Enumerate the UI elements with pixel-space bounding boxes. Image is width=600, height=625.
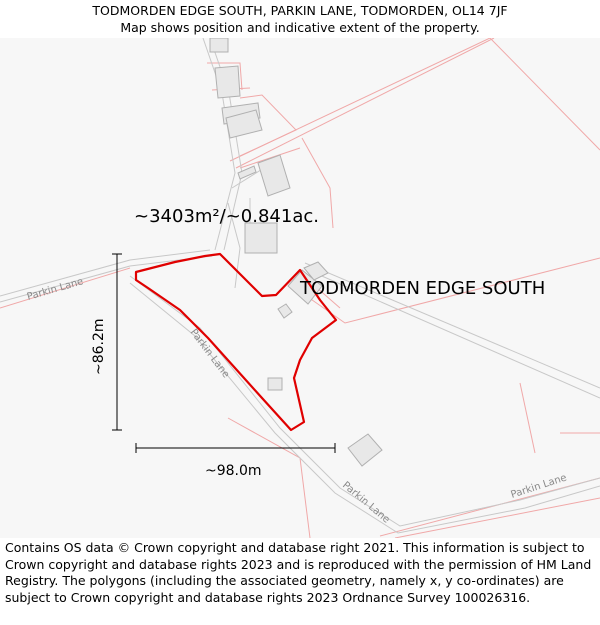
copyright-notice: Contains OS data © Crown copyright and database right 2021. This information is subject to Crown copyright and database rights 2023 and is reproduced with the permission of HM Land Registry. The polygons (including the associated geometry, namely x, y co-ordinates) are subject to Crown copyright and database rights 2023 Ordnance Survey 100026316.	[5, 540, 592, 605]
road-labels	[26, 276, 568, 525]
area-label: ~3403m²/~0.841ac.	[134, 206, 319, 227]
map-header	[0, 0, 600, 38]
road-label-parkin-lane: Parkin Lane	[187, 327, 232, 381]
map-title: TODMORDEN EDGE SOUTH, PARKIN LANE, TODMORDEN, OL14 7JF	[92, 3, 508, 18]
buildings	[210, 38, 382, 466]
road-label-parkin-lane: Parkin Lane	[25, 276, 85, 303]
road-label-parkin-lane: Parkin Lane	[509, 472, 569, 501]
road-label-parkin-lane: Parkin Lane	[340, 479, 392, 526]
map-canvas[interactable]	[0, 38, 600, 538]
map-subtitle: Map shows position and indicative extent of the property.	[120, 20, 480, 35]
height-measure-label: ~86.2m	[91, 318, 107, 375]
width-measure-label: ~98.0m	[205, 463, 262, 479]
property-label: TODMORDEN EDGE SOUTH	[300, 278, 546, 299]
